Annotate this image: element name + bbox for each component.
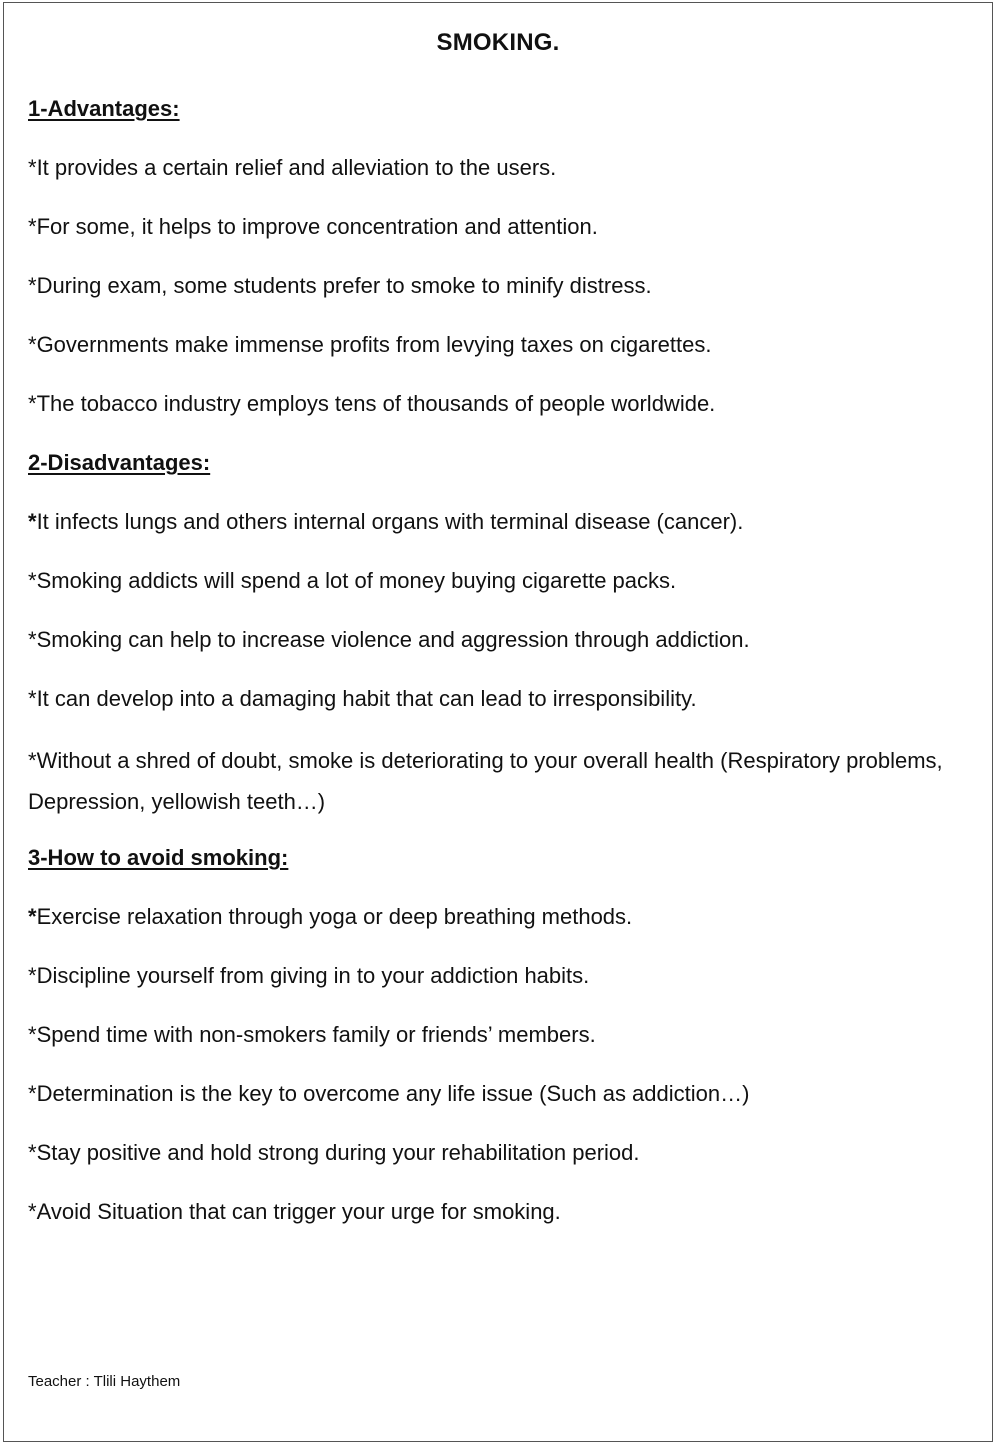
bullet-star: * bbox=[28, 1022, 37, 1047]
list-item bbox=[28, 1135, 968, 1194]
page-title: SMOKING. bbox=[436, 29, 560, 56]
bullet-star: * bbox=[28, 391, 37, 416]
list-item bbox=[28, 268, 968, 327]
document-body bbox=[28, 91, 968, 1253]
list-item-text: Smoking can help to increase violence and aggression through addiction. bbox=[36, 627, 750, 652]
list-item bbox=[28, 150, 968, 209]
list-item-text: It infects lungs and others internal organs with terminal disease (cancer). bbox=[36, 509, 744, 534]
bullet-star: * bbox=[28, 273, 37, 298]
list-item bbox=[28, 740, 968, 840]
teacher-credit: Teacher : Tlili Haythem bbox=[28, 1373, 181, 1390]
list-item-text: Smoking addicts will spend a lot of money buying cigarette packs. bbox=[36, 568, 677, 593]
list-item bbox=[28, 899, 968, 958]
list-item-text: Stay positive and hold strong during your rehabilitation period. bbox=[36, 1140, 640, 1165]
bullet-star: * bbox=[28, 155, 37, 180]
list-item bbox=[28, 958, 968, 1017]
bullet-star: * bbox=[28, 963, 37, 988]
list-item-text: Avoid Situation that can trigger your urge for smoking. bbox=[36, 1199, 561, 1224]
list-item bbox=[28, 1017, 968, 1076]
document-page bbox=[3, 2, 993, 1442]
bullet-star: * bbox=[28, 1199, 37, 1224]
bullet-star: * bbox=[28, 748, 37, 773]
list-item bbox=[28, 504, 968, 563]
bullet-star: * bbox=[28, 904, 37, 929]
section-heading-advantages: 1-Advantages: bbox=[28, 96, 180, 121]
list-item-text: Exercise relaxation through yoga or deep breathing methods. bbox=[36, 904, 633, 929]
bullet-star: * bbox=[28, 332, 37, 357]
list-item bbox=[28, 327, 968, 386]
bullet-star: * bbox=[28, 686, 37, 711]
bullet-star: * bbox=[28, 214, 37, 239]
list-item bbox=[28, 209, 968, 268]
list-item bbox=[28, 563, 968, 622]
list-item-text: For some, it helps to improve concentration and attention. bbox=[36, 214, 598, 239]
section-heading-disadvantages: 2-Disadvantages: bbox=[28, 450, 211, 475]
list-item bbox=[28, 681, 968, 740]
list-item bbox=[28, 386, 968, 445]
list-item bbox=[28, 1194, 968, 1253]
list-item-text: During exam, some students prefer to smoke to minify distress. bbox=[36, 273, 652, 298]
list-item-text: Determination is the key to overcome any life issue (Such as addiction…) bbox=[36, 1081, 750, 1106]
list-item bbox=[28, 622, 968, 681]
bullet-star: * bbox=[28, 1140, 37, 1165]
list-item bbox=[28, 1076, 968, 1135]
list-item-text: It provides a certain relief and alleviation to the users. bbox=[36, 155, 557, 180]
bullet-star: * bbox=[28, 509, 37, 534]
bullet-star: * bbox=[28, 627, 37, 652]
section-heading-how-to-avoid: 3-How to avoid smoking: bbox=[28, 845, 289, 870]
list-item-text: It can develop into a damaging habit that can lead to irresponsibility. bbox=[36, 686, 697, 711]
list-item-text: Governments make immense profits from levying taxes on cigarettes. bbox=[36, 332, 712, 357]
bullet-star: * bbox=[28, 568, 37, 593]
list-item-text: Discipline yourself from giving in to your addiction habits. bbox=[36, 963, 590, 988]
list-item-text: The tobacco industry employs tens of thousands of people worldwide. bbox=[36, 391, 716, 416]
list-item-text: Spend time with non-smokers family or friends’ members. bbox=[36, 1022, 596, 1047]
list-item-text: Without a shred of doubt, smoke is deteriorating to your overall health (Respiratory problems, Depression, yellowish teeth…) bbox=[28, 748, 943, 814]
bullet-star: * bbox=[28, 1081, 37, 1106]
